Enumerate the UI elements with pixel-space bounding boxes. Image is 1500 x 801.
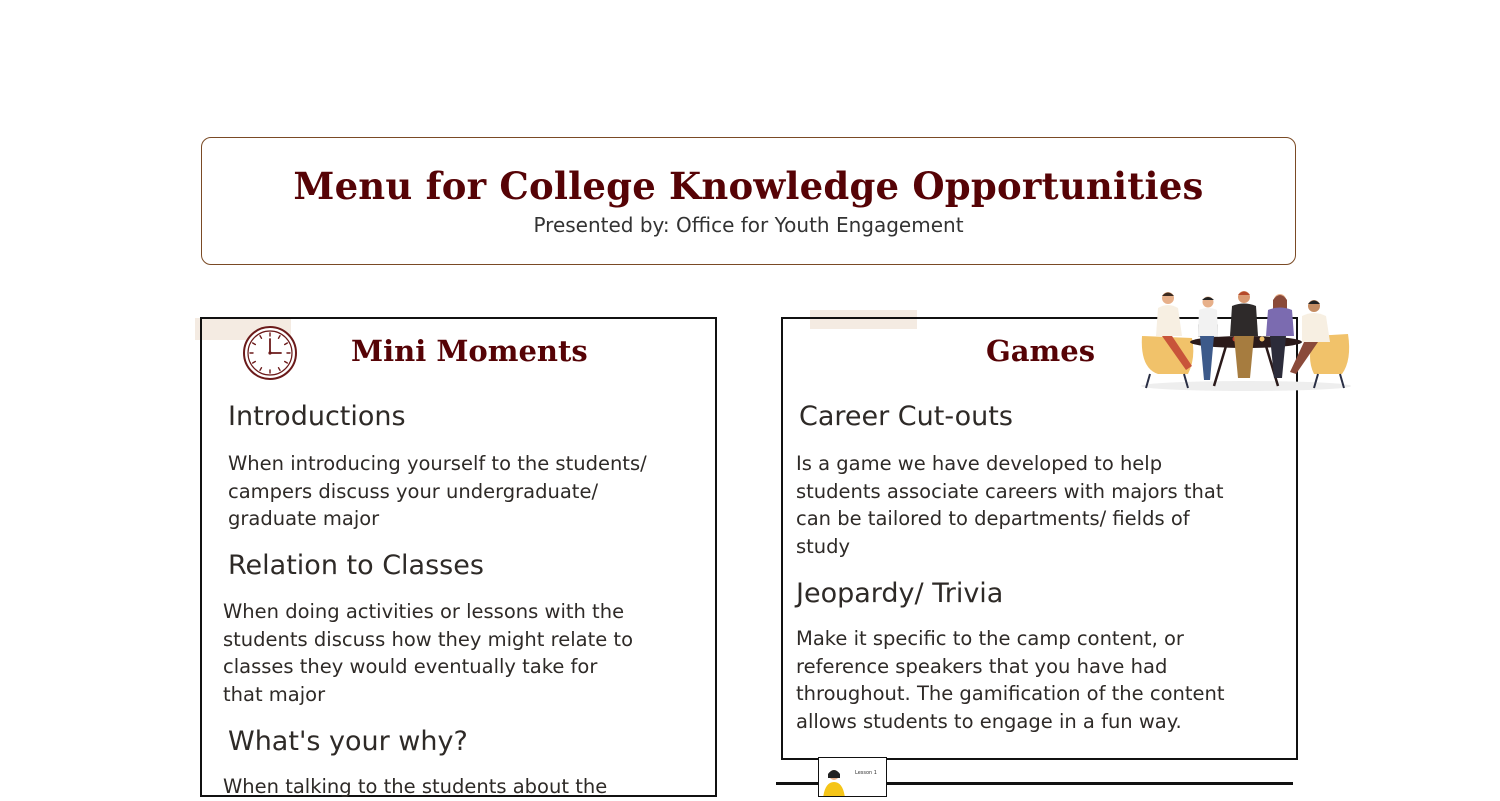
item-body-whats-your-why: When talking to the students about the [223, 775, 608, 798]
item-heading-relation-to-classes: Relation to Classes [228, 550, 484, 581]
page-subtitle: Presented by: Office for Youth Engagement [533, 213, 964, 237]
item-heading-introductions: Introductions [228, 401, 406, 432]
clock-icon [242, 325, 298, 381]
teacher-illustration [819, 758, 887, 797]
page-title: Menu for College Knowledge Opportunities [293, 164, 1204, 208]
item-heading-whats-your-why: What's your why? [228, 726, 468, 757]
mini-moments-card [200, 317, 717, 797]
item-body-introductions: When introducing yourself to the students/ campers discuss your undergraduate/ graduate major [228, 452, 647, 531]
item-heading-career-cut-outs: Career Cut-outs [799, 401, 1013, 432]
item-body-career-cut-outs: Is a game we have developed to help students associate careers with majors that can be tailored to departments/ fields of study [796, 452, 1224, 559]
header-box [201, 137, 1296, 265]
item-body-relation-to-classes: When doing activities or lessons with the students discuss how they might relate to classes they would eventually take for that major [223, 600, 633, 707]
item-heading-jeopardy-trivia: Jeopardy/ Trivia [796, 578, 1004, 609]
card-title-mini-moments: Mini Moments [351, 334, 588, 368]
card-title-games: Games [986, 334, 1096, 368]
group-meeting-illustration [1136, 288, 1354, 392]
lesson-thumbnail [818, 757, 887, 797]
thumbnail-label: Lesson 1 [855, 770, 877, 776]
item-body-jeopardy-trivia: Make it specific to the camp content, or reference speakers that you have had throughout. The gamification of the content allows students to engage in a fun way. [796, 627, 1225, 734]
